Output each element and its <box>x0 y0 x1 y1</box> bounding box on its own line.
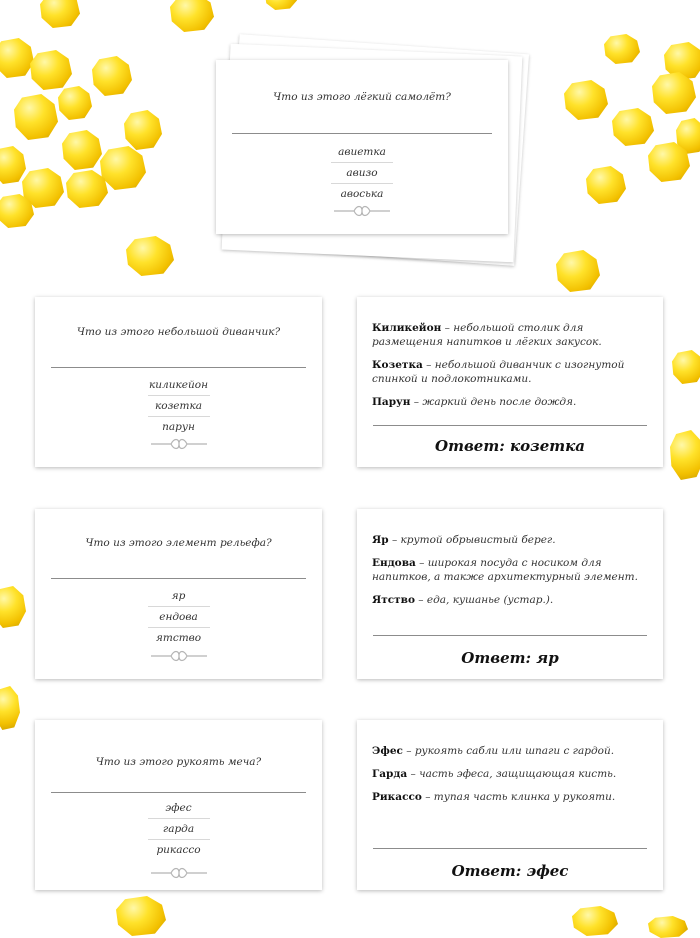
divider <box>51 578 306 579</box>
answer-options <box>216 142 508 204</box>
option: авоська <box>340 188 384 200</box>
question-text: Что из этого лёгкий самолёт? <box>273 91 451 103</box>
answer-text: Ответ: эфес <box>451 862 569 880</box>
definitions-list <box>372 321 651 418</box>
option: авиетка <box>331 142 393 163</box>
answer-text: Ответ: яр <box>461 649 559 667</box>
option: киликейон <box>148 375 210 396</box>
answer-card-3 <box>357 720 663 890</box>
ornament-icon <box>149 649 209 663</box>
option: эфес <box>148 798 210 819</box>
option: козетка <box>148 396 210 417</box>
option: рикассо <box>156 844 201 856</box>
question-text: Что из этого элемент рельефа? <box>85 537 272 549</box>
definition: Гарда – часть эфеса, защищающая кисть. <box>372 768 617 780</box>
option: яр <box>148 586 210 607</box>
ornament-icon <box>332 204 392 218</box>
option: гарда <box>148 819 210 840</box>
option: ендова <box>148 607 210 628</box>
divider <box>51 792 306 793</box>
definition: Ятство – еда, кушанье (устар.). <box>372 594 554 606</box>
answer-options <box>35 798 322 860</box>
divider <box>373 635 647 636</box>
answer-card-2 <box>357 509 663 679</box>
question-text: Что из этого небольшой диванчик? <box>76 326 281 338</box>
definition: Рикассо – тупая часть клинка у рукояти. <box>372 791 616 803</box>
definition: Яр – крутой обрывистый берег. <box>372 534 556 546</box>
definition: Козетка – небольшой диванчик с изогнутой спинкой и подлокотниками. <box>372 359 625 385</box>
divider <box>51 367 306 368</box>
definition: Эфес – рукоять сабли или шпаги с гардой. <box>372 745 615 757</box>
divider <box>373 425 647 426</box>
definition: Ендова – широкая посуда с носиком для напитков, а также архитектурный элемент. <box>372 557 638 583</box>
option: авизо <box>331 163 393 184</box>
option: парун <box>162 421 195 433</box>
question-card-1 <box>35 297 322 467</box>
divider <box>373 848 647 849</box>
question-card-3 <box>35 720 322 890</box>
question-text: Что из этого рукоять меча? <box>95 756 262 768</box>
divider <box>232 133 492 134</box>
definitions-list <box>372 744 651 813</box>
question-card-2 <box>35 509 322 679</box>
definition: Парун – жаркий день после дождя. <box>372 396 577 408</box>
answer-options <box>35 586 322 648</box>
answer-options <box>35 375 322 437</box>
answer-card-1 <box>357 297 663 467</box>
answer-text: Ответ: козетка <box>435 437 585 455</box>
option: ятство <box>155 632 202 644</box>
definition: Киликейон – небольшой столик для размещения напитков и лёгких закусок. <box>372 322 602 348</box>
top-question-card <box>216 60 508 234</box>
ornament-icon <box>149 437 209 451</box>
ornament-icon <box>149 866 209 880</box>
definitions-list <box>372 533 651 616</box>
